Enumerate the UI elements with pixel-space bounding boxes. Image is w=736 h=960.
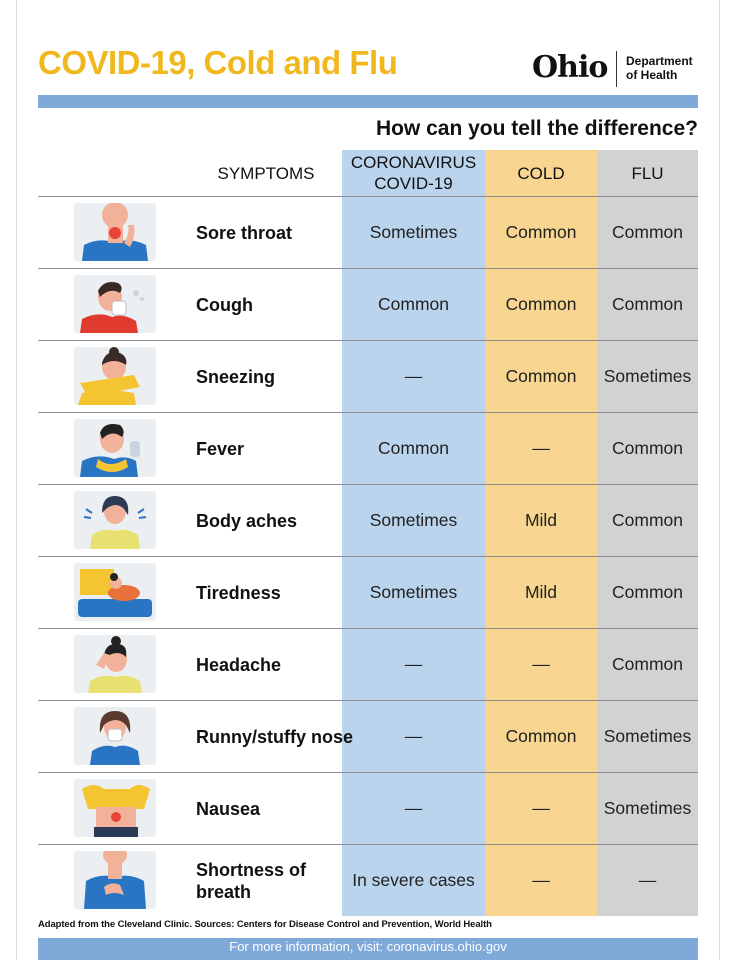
flu-value: Common [612,438,683,458]
header-covid-line1: CORONAVIRUS [350,153,477,172]
table-row-body-aches [38,485,698,556]
table-row-sore-throat [38,197,698,268]
symptom-label: Runny/stuffy nose [196,726,354,747]
table-row-runny-nose [38,701,698,772]
covid-value: — [404,798,423,818]
symptom-label: Nausea [196,798,261,819]
more-info-bar: For more information, visit: coronavirus.ohio.gov [38,938,698,960]
symptom-label: Tiredness [196,582,281,603]
table-row-cough [38,269,698,340]
cold-value: — [532,798,550,818]
symptom-label: Headache [196,654,282,675]
header-symptoms: SYMPTOMS [217,163,315,183]
logo-dept-line1: Department [626,54,693,68]
flu-value: Common [612,294,683,314]
symptom-label: Cough [196,294,253,315]
ohio-logo [532,48,702,92]
table-row-fever [38,413,698,484]
flu-value: Sometimes [603,726,692,746]
header-cold: COLD [517,163,565,183]
covid-value: Common [378,294,449,314]
covid-value: Common [378,438,449,458]
logo-department-text [626,54,693,82]
body-aches-icon [74,491,156,549]
flu-value: Common [612,510,683,530]
header-covid [342,150,485,196]
cold-value: Common [505,366,577,386]
top-blue-bar [38,95,698,108]
cold-value: Common [505,726,577,746]
flu-value: Sometimes [603,366,692,386]
symptom-label [196,845,306,916]
header-flu: FLU [631,163,664,183]
symptom-label: Fever [196,438,245,459]
headache-icon [74,635,156,693]
symptom-label: Sore throat [196,222,293,243]
flu-value: Common [612,222,683,242]
logo-dept-line2: of Health [626,68,678,82]
covid-value: — [404,654,423,674]
source-footnote: Adapted from the Cleveland Clinic. Sources: Centers for Disease Control and Prevention, World Health [38,919,492,930]
shortness-of-breath-icon [74,851,156,909]
page-edge-left [16,0,17,960]
page-title: COVID-19, Cold and Flu [38,44,398,81]
flu-value: — [638,870,657,890]
covid-value: — [404,726,423,746]
flu-value: Common [612,654,683,674]
cold-value: — [532,438,550,458]
covid-value: Sometimes [369,582,458,602]
page-edge-right [719,0,720,960]
cold-value: — [532,654,550,674]
table-row-sneezing [38,341,698,412]
runny-nose-icon [74,707,156,765]
covid-value: Sometimes [369,510,458,530]
tiredness-icon [74,563,156,621]
symptom-label: Sneezing [196,366,276,387]
nausea-icon [74,779,156,837]
flu-value: Common [612,582,683,602]
cough-icon [74,275,156,333]
table-row-nausea [38,773,698,844]
sore-throat-icon [74,203,156,261]
flu-value: Sometimes [603,798,692,818]
subtitle: How can you tell the difference? [375,117,698,140]
cold-value: Mild [524,582,558,602]
symptom-label: Body aches [196,510,298,531]
table-row-headache [38,629,698,700]
logo-divider [616,51,617,87]
table-row-tiredness [38,557,698,628]
covid-value: Sometimes [369,222,458,242]
cold-value: Mild [524,510,558,530]
sneezing-icon [74,347,156,405]
cold-value: — [532,870,550,890]
symptom-label-line1: Shortness of [196,859,307,880]
covid-value: In severe cases [352,870,475,890]
cold-value: Common [505,222,577,242]
logo-ohio-text: Ohio [532,50,608,85]
cold-value: Common [505,294,577,314]
fever-icon [74,419,156,477]
table-row-shortness-of-breath [38,845,698,916]
header-covid-line2: COVID-19 [374,174,453,193]
symptom-label-line2: breath [196,881,252,902]
covid-value: — [404,366,423,386]
